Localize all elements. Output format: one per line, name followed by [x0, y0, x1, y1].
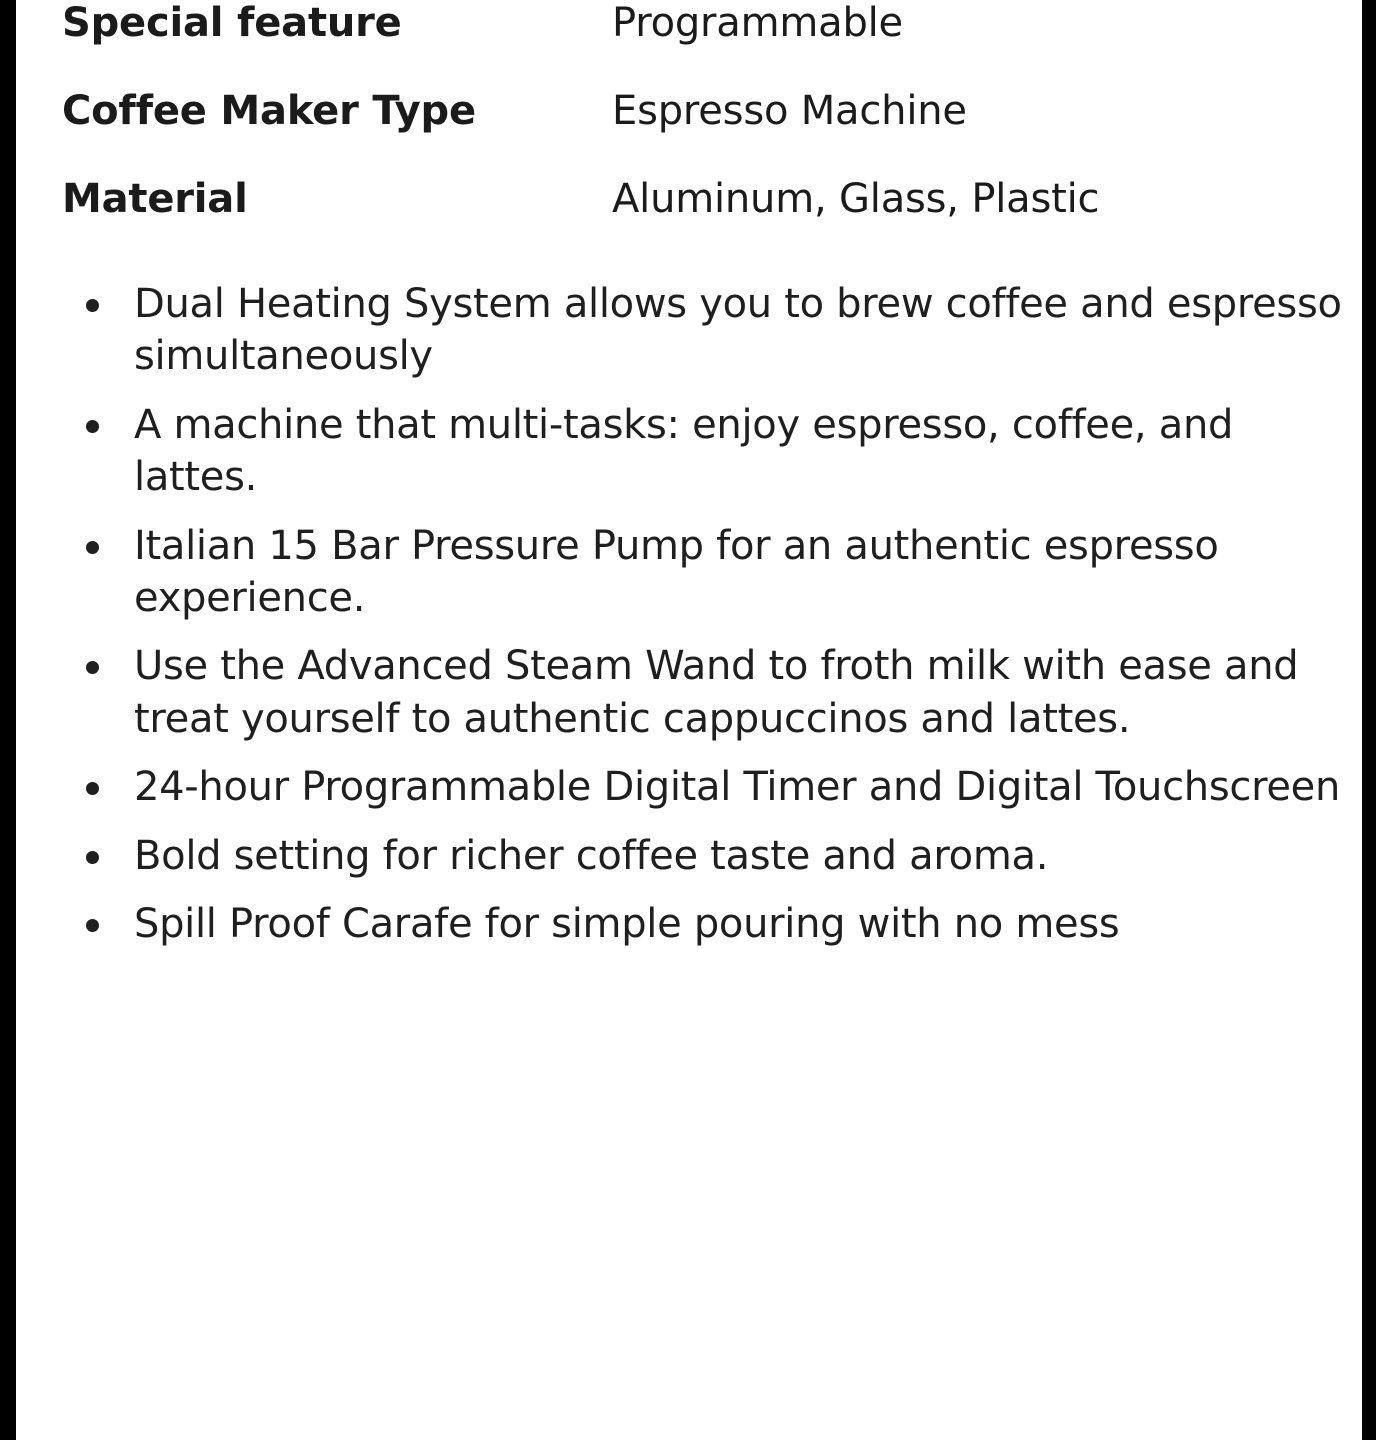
list-item	[62, 898, 1346, 950]
bullet-dot-icon	[86, 299, 99, 312]
list-item	[62, 640, 1346, 745]
table-row	[62, 178, 1346, 266]
bullet-dot-icon	[86, 782, 99, 795]
feature-text: Spill Proof Carafe for simple pouring with no mess	[134, 900, 1120, 947]
spec-label-material: Material	[62, 176, 248, 222]
bullet-dot-icon	[86, 541, 99, 554]
table-row	[62, 2, 1346, 90]
table-row	[62, 90, 1346, 178]
bullet-dot-icon	[86, 661, 99, 674]
feature-text: A machine that multi-tasks: enjoy espresso, coffee, and lattes.	[134, 401, 1234, 501]
feature-text: Dual Heating System allows you to brew coffee and espresso simultaneously	[134, 281, 1342, 380]
feature-text: Use the Advanced Steam Wand to froth milk with ease and treat yourself to authentic cappuccinos and lattes.	[134, 643, 1299, 742]
feature-text: Bold setting for richer coffee taste and aroma.	[134, 832, 1049, 879]
spec-label-coffee-maker-type: Coffee Maker Type	[62, 88, 476, 134]
spec-value-material: Aluminum, Glass, Plastic	[612, 176, 1100, 222]
product-details-content	[16, 0, 1362, 1440]
spec-value-special-feature: Programmable	[612, 0, 903, 46]
list-item	[62, 761, 1346, 813]
list-item	[62, 830, 1346, 882]
list-item	[62, 399, 1346, 504]
specification-table	[62, 2, 1346, 266]
feature-bullet-list	[62, 278, 1346, 950]
feature-text: 24-hour Programmable Digital Timer and Digital Touchscreen	[134, 764, 1341, 811]
bullet-dot-icon	[86, 420, 99, 433]
spec-value-coffee-maker-type: Espresso Machine	[612, 88, 967, 134]
bullet-dot-icon	[86, 919, 99, 932]
spec-label-special-feature: Special feature	[62, 0, 402, 46]
list-item	[62, 520, 1346, 625]
bullet-dot-icon	[86, 851, 99, 864]
list-item	[62, 278, 1346, 383]
feature-text: Italian 15 Bar Pressure Pump for an authentic espresso experience.	[134, 522, 1219, 621]
